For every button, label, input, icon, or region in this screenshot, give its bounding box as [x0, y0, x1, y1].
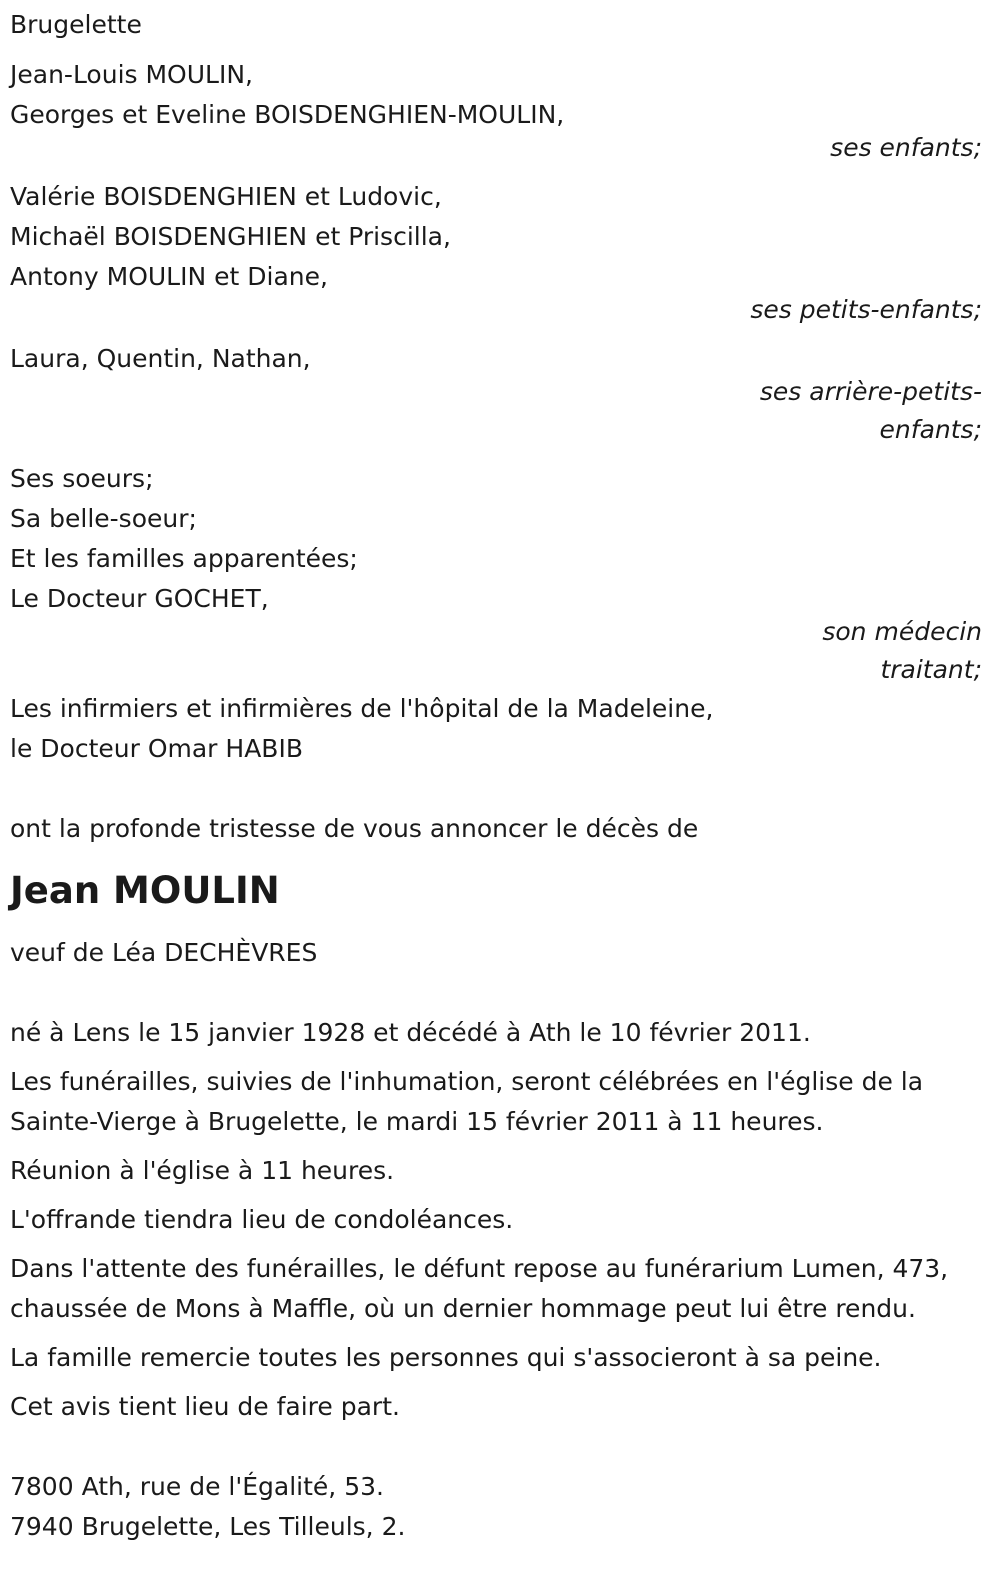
birth-death-line: né à Lens le 15 janvier 1928 et décédé à Ath le 10 février 2011.	[10, 1018, 811, 1047]
doctor-line: Le Docteur GOCHET,	[10, 584, 269, 613]
offering-paragraph: L'offrande tiendra lieu de condoléances.	[10, 1205, 514, 1234]
grandchild-name: Michaël BOISDENGHIEN et Priscilla,	[10, 222, 451, 251]
deceased-name: Jean MOULIN	[10, 869, 280, 912]
staff-line: Les infirmiers et infirmières de l'hôpital de la Madeleine,	[10, 694, 714, 723]
great-grandchildren-relation-line2: enfants;	[879, 415, 982, 444]
announcement: ont la profonde tristesse de vous annoncer le décès de	[10, 814, 699, 843]
meeting-paragraph: Réunion à l'église à 11 heures.	[10, 1156, 395, 1185]
funeral-paragraph: Les funérailles, suivies de l'inhumation, seront célébrées en l'église de la Sainte-Vierge à Brugelette, le mardi 15 février 2011 à 11 heures.	[10, 1067, 924, 1136]
grandchild-name: Valérie BOISDENGHIEN et Ludovic,	[10, 182, 442, 211]
doctor-relation-line1: son médecin	[822, 617, 982, 646]
location: Brugelette	[10, 10, 142, 39]
child-name: Jean-Louis MOULIN,	[10, 60, 253, 89]
address-line: 7940 Brugelette, Les Tilleuls, 2.	[10, 1512, 406, 1541]
great-grandchildren-relation-line1: ses arrière-petits-	[759, 377, 982, 406]
doctor-relation-line2: traitant;	[880, 655, 982, 684]
child-name: Georges et Eveline BOISDENGHIEN-MOULIN,	[10, 100, 565, 129]
grandchildren-relation: ses petits-enfants;	[750, 295, 982, 324]
widower-line: veuf de Léa DECHÈVRES	[10, 938, 318, 967]
funerarium-paragraph: Dans l'attente des funérailles, le défunt repose au funérarium Lumen, 473, chaussée de Mons à Maffle, où un dernier hommage peut lui être rendu.	[10, 1254, 949, 1323]
grandchild-name: Antony MOULIN et Diane,	[10, 262, 328, 291]
relative-line: Sa belle-soeur;	[10, 504, 197, 533]
children-relation: ses enfants;	[830, 133, 982, 162]
relative-line: Et les familles apparentées;	[10, 544, 358, 573]
obituary-notice	[10, 5, 982, 1547]
thanks-paragraph: La famille remercie toutes les personnes qui s'associeront à sa peine.	[10, 1343, 882, 1372]
relative-line: Ses soeurs;	[10, 464, 154, 493]
staff-line: le Docteur Omar HABIB	[10, 734, 303, 763]
notice-paragraph: Cet avis tient lieu de faire part.	[10, 1392, 400, 1421]
address-line: 7800 Ath, rue de l'Égalité, 53.	[10, 1472, 384, 1501]
great-grandchildren-names: Laura, Quentin, Nathan,	[10, 344, 311, 373]
